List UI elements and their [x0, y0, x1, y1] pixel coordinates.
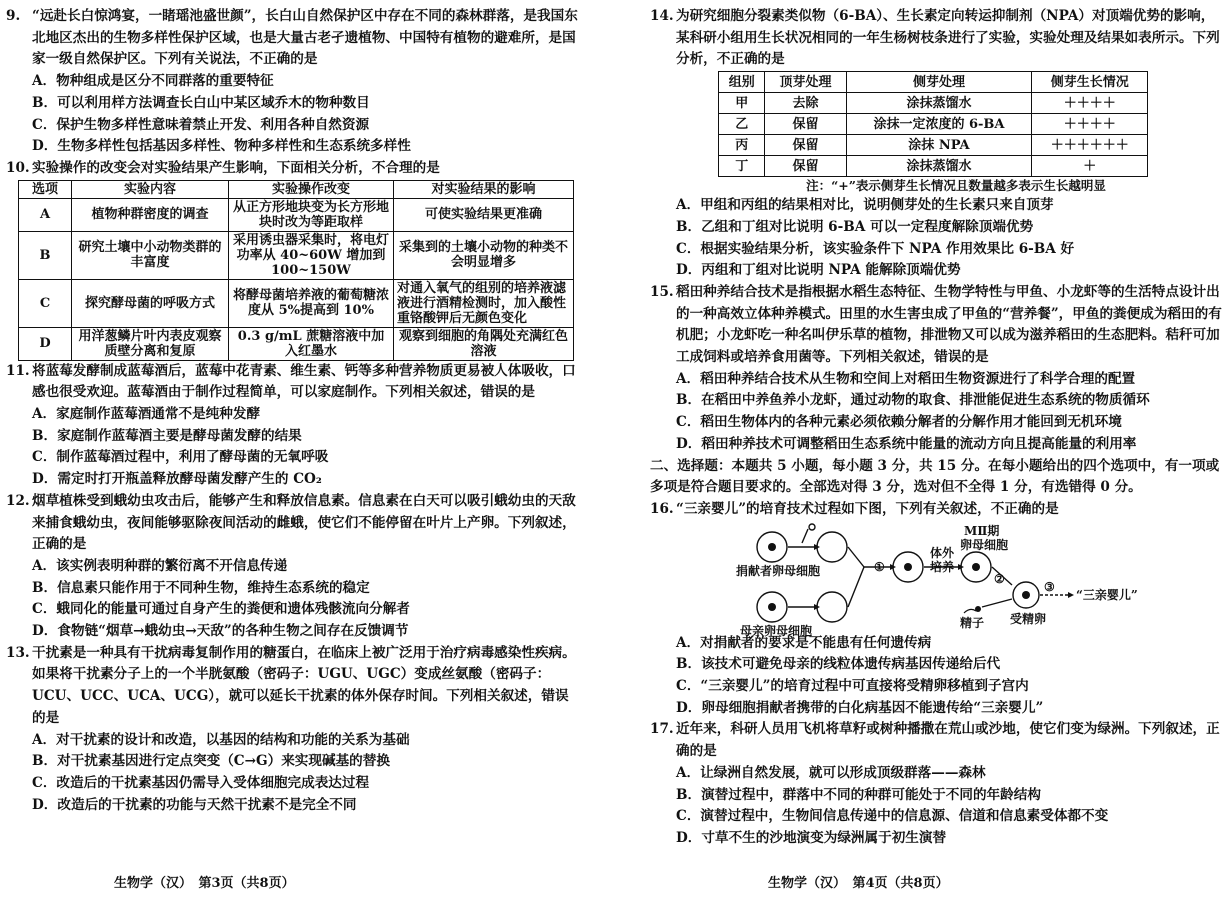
mother-cytoplasm-cell [817, 592, 847, 622]
table-cell: 采集到的土壤小动物的种类不会明显增多 [394, 231, 574, 279]
option-a: A．该实例表明种群的繁衍离不开信息传递 [32, 557, 288, 574]
option-a: A．物种组成是区分不同群落的重要特征 [32, 73, 274, 90]
option-d: D．生物多样性包括基因多样性、物种多样性和生态系统多样性 [32, 138, 411, 155]
table-header: 侧芽生长情况 [1032, 72, 1148, 93]
option-c: C．根据实验结果分析，该实验条件下 NPA 作用效果比 6-BA 好 [676, 240, 1075, 257]
question-13 [6, 643, 582, 730]
question-stem: 实验操作的改变会对实验结果产生影响，下面相关分析，不合理的是 [32, 159, 440, 176]
question-number: 10. [6, 159, 30, 176]
table-cell: 可使实验结果更准确 [394, 198, 574, 231]
option-a: A．甲组和丙组的结果相对比，说明侧芽处的生长素只来自顶芽 [676, 197, 1054, 214]
option-d: D．稻田种养技术可调整稻田生态系统中能量的流动方向且提高能量的利用率 [676, 435, 1137, 452]
arrow-head [1068, 592, 1074, 598]
table-cell: 甲 [719, 93, 765, 114]
question-stem: 烟草植株受到蛾幼虫攻击后，能够产生和释放信息素。信息素在白天可以吸引蛾幼虫的天敌来捕食蛾幼虫，夜间能够驱除夜间活动的雌蛾，使它们不能停留在叶片上产卵。下列叙述，正确的是 [32, 492, 576, 553]
option-b: B．乙组和丁组对比说明 6-BA 可以一定程度解除顶端优势 [676, 218, 1034, 235]
table-cell: B [19, 231, 72, 279]
option-c: C．改造后的干扰素基因仍需导入受体细胞完成表达过程 [32, 774, 370, 791]
experiment-table [18, 180, 574, 361]
table-cell: 保留 [765, 114, 846, 135]
table-header: 选项 [19, 180, 72, 198]
table-row [19, 198, 574, 231]
zygote-label: 受精卵 [1010, 611, 1047, 626]
table-header-row [19, 180, 574, 198]
option-b: B．该技术可避免母亲的线粒体遗传病基因传递给后代 [676, 656, 1001, 673]
page-footer-left: 生物学（汉） 第3页（共8页） [114, 876, 295, 891]
question-14 [650, 6, 1222, 71]
table-cell: A [19, 198, 72, 231]
right-column [650, 6, 1222, 850]
mother-label: 母亲卵母细胞 [740, 623, 813, 638]
question-number: 13. [6, 644, 30, 661]
question-stem: “远赴长白惊鸿宴，一睹瑶池盛世颜”，长白山自然保护区中存在不同的森林群落，是我国东北地区杰出的生物多样性保护区域，也是大量古老孑遗植物、中国特有植物的避难所，是国家一级自然保护区。下列有关说法，不正确的是 [32, 8, 578, 68]
table-cell: 从正方形地块变为长方形地块时改为等距取样 [229, 198, 394, 231]
table-cell: 观察到细胞的角隅处充满红色溶液 [394, 327, 574, 360]
mii-label-2: 卵母细胞 [960, 537, 1009, 552]
option-a: A．对捐献者的要求是不能患有任何遗传病 [676, 634, 932, 651]
table-cell: 用洋葱鳞片叶内表皮观察质壁分离和复原 [72, 327, 229, 360]
question-10 [6, 158, 582, 180]
table-cell: 丙 [719, 135, 765, 156]
option-d: D．改造后的干扰素的功能与天然干扰素不是完全不同 [32, 796, 357, 813]
question-number: 17. [650, 721, 674, 738]
option-b: B．在稻田中养鱼养小龙虾，通过动物的取食、排泄能促进生态系统的物质循环 [676, 392, 1150, 409]
sperm-label: 精子 [960, 615, 985, 630]
option-d: D．卵母细胞捐献者携带的白化病基因不能遗传给“三亲婴儿” [676, 699, 1044, 716]
zygote-nucleus [1022, 591, 1030, 599]
removed-nucleus [809, 524, 815, 530]
table-note: 注：“+”表示侧芽生长情况且数量越多表示生长越明显 [806, 178, 1106, 194]
question-12 [6, 491, 582, 556]
table-row [719, 114, 1148, 135]
baby-label: “三亲婴儿” [1076, 587, 1138, 602]
table-cell: 去除 [765, 93, 846, 114]
culture-label: 体外 [930, 545, 955, 560]
page-footer-right: 生物学（汉） 第4页（共8页） [768, 876, 949, 891]
donor-nucleus [768, 543, 776, 551]
table-cell: 涂抹 NPA [846, 135, 1032, 156]
step-1-label: ① [874, 559, 885, 574]
arrow-line [848, 567, 864, 607]
question-stem: 为研究细胞分裂素类似物（6-BA）、生长素定向转运抑制剂（NPA）对顶端优势的影响，某科研小组用生长状况相同的一年生杨树枝条进行了实验，实验处理及结果如表所示。下列分析，不正确的是 [676, 8, 1220, 68]
table-cell: 植物种群密度的调查 [72, 198, 229, 231]
question-number: 15. [650, 283, 674, 300]
option-c: C．保护生物多样性意味着禁止开发、利用各种自然资源 [32, 116, 370, 133]
option-d: D．需定时打开瓶盖释放酵母菌发酵产生的 CO₂ [32, 471, 322, 488]
table-header: 组别 [719, 72, 765, 93]
option-c: C．“三亲婴儿”的培育过程中可直接将受精卵移植到子宫内 [676, 678, 1029, 695]
table-header: 实验内容 [72, 180, 229, 198]
question-stem: 稻田种养结合技术是指根据水稻生态特征、生物学特性与甲鱼、小龙虾等的生活特点设计出的一种高效立体种养模式。田里的水生害虫成了甲鱼的“营养餐”，甲鱼的粪便成为稻田的有机肥；小龙虾吃一种名叫伊乐草的植物，排泄物又可以成为滋养稻田的生态肥料。秸秆可加工成饲料或培养食用菌等。下列相关叙述，错误的是 [676, 283, 1222, 366]
table-cell: 涂抹蒸馏水 [846, 93, 1032, 114]
table-cell: ＋＋＋＋ [1032, 93, 1148, 114]
option-c: C．稻田生物体内的各种元素必须依赖分解者的分解作用才能回到无机环境 [676, 414, 1122, 431]
table-cell: 研究土壤中小动物类群的丰富度 [72, 231, 229, 279]
option-b: B．家庭制作蓝莓酒主要是酵母菌发酵的结果 [32, 427, 302, 444]
table-cell: ＋＋＋＋ [1032, 114, 1148, 135]
question-16 [650, 499, 1222, 521]
option-a: A．稻田种养结合技术从生物和空间上对稻田生物资源进行了科学合理的配置 [676, 370, 1136, 387]
option-d: D．食物链“烟草→蛾幼虫→天敌”的各种生物之间存在反馈调节 [32, 623, 409, 640]
table-cell: 探究酵母菌的呼吸方式 [72, 279, 229, 327]
arrow-line [802, 529, 808, 543]
table-cell: 将酵母菌培养液的葡萄糖浓度从 5%提高到 10% [229, 279, 394, 327]
sperm-tail [964, 609, 976, 613]
mii-label: MⅡ期 [964, 523, 1000, 538]
question-number: 11. [6, 362, 30, 379]
table-cell: 涂抹蒸馏水 [846, 156, 1032, 177]
table-cell: 乙 [719, 114, 765, 135]
table-header: 对实验结果的影响 [394, 180, 574, 198]
table-row [719, 156, 1148, 177]
table-header: 实验操作改变 [229, 180, 394, 198]
table-header: 顶芽处理 [765, 72, 846, 93]
left-column [6, 6, 582, 816]
option-c: C．蛾同化的能量可通过自身产生的粪便和遗体残骸流向分解者 [32, 601, 410, 618]
table-cell: ＋＋＋＋＋＋ [1032, 135, 1148, 156]
option-a: A．家庭制作蓝莓酒通常不是纯种发酵 [32, 406, 261, 423]
enucleated-donor-cell [817, 532, 847, 562]
option-d: D．寸草不生的沙地演变为绿洲属于初生演替 [676, 829, 947, 846]
question-number: 9. [6, 8, 21, 24]
diagram-graphic [732, 523, 1152, 638]
question-number: 12. [6, 492, 30, 509]
table-header: 侧芽处理 [846, 72, 1032, 93]
option-d: D．丙组和丁组对比说明 NPA 能解除顶端优势 [676, 262, 961, 279]
question-number: 14. [650, 8, 674, 24]
question-11 [6, 361, 582, 404]
table-row [19, 327, 574, 360]
arrow-line [982, 599, 1012, 607]
table-cell: 对通入氧气的组别的培养液滤液进行酒精检测时，加入酸性重铬酸钾后无颜色变化 [394, 279, 574, 327]
question-stem: 干扰素是一种具有干扰病毒复制作用的糖蛋白，在临床上被广泛用于治疗病毒感染性疾病。如果将干扰素分子上的一个半胱氨酸（密码子：UGU、UGC）变成丝氨酸（密码子：UCU、UCC、UCA、UCG），就可以延长干扰素的体外保存时间。下列相关叙述，错误的是 [32, 644, 576, 726]
section-heading: 二、选择题：本题共 5 小题，每小题 3 分，共 15 分。在每小题给出的四个选项中，有一项或多项是符合题目要求的。全部选对得 3 分，选对但不全得 1 分，有选错得 0 分。 [650, 457, 1220, 496]
table-row [19, 279, 574, 327]
table-cell: ＋ [1032, 156, 1148, 177]
option-b: B．演替过程中，群落中不同的种群可能处于不同的年龄结构 [676, 786, 1041, 803]
option-b: B．信息素只能作用于不同种生物，维持生态系统的稳定 [32, 579, 370, 596]
table-cell: 保留 [765, 135, 846, 156]
option-a: A．对干扰素的设计和改造，以基因的结构和功能的关系为基础 [32, 731, 410, 748]
option-a: A．让绿洲自然发展，就可以形成顶级群落——森林 [676, 764, 986, 781]
question-9 [6, 6, 582, 71]
question-number: 16. [650, 500, 674, 517]
table-cell: 0.3 g/mL 蔗糖溶液中加入红墨水 [229, 327, 394, 360]
option-b: B．可以利用样方法调查长白山中某区域乔木的物种数目 [32, 94, 370, 111]
question-stem: 近年来，科研人员用飞机将草籽或树种播撒在荒山或沙地，使它们变为绿洲。下列叙述，正确的是 [676, 721, 1220, 760]
reconstructed-nucleus [904, 563, 912, 571]
table-cell: C [19, 279, 72, 327]
option-b: B．对干扰素基因进行定点突变（C→G）来实现碱基的替换 [32, 753, 390, 770]
culture-label-2: 培养 [930, 559, 955, 574]
three-parent-baby-diagram [650, 523, 1222, 638]
question-stem: “三亲婴儿”的培育技术过程如下图，下列有关叙述，不正确的是 [676, 500, 1059, 517]
table-cell: 涂抹一定浓度的 6-BA [846, 114, 1032, 135]
arrow-line [848, 547, 864, 567]
option-c: C．演替过程中，生物间信息传递中的信息源、信道和信息素受体都不变 [676, 808, 1109, 825]
table-row [719, 93, 1148, 114]
question-15 [650, 282, 1222, 369]
question-stem: 将蓝莓发酵制成蓝莓酒后，蓝莓中花青素、维生素、钙等多种营养物质更易被人体吸收，口感也很受欢迎。蓝莓酒由于制作过程简单，可以家庭制作。下列相关叙述，错误的是 [32, 362, 576, 401]
donor-label: 捐献者卵母细胞 [736, 563, 821, 578]
question-17 [650, 719, 1222, 762]
table-cell: 保留 [765, 156, 846, 177]
mii-nucleus [972, 563, 980, 571]
step-2-label: ② [994, 571, 1005, 586]
step-3-label: ③ [1044, 579, 1055, 594]
experiment-table [718, 71, 1148, 177]
mother-nucleus [768, 603, 776, 611]
table-row [719, 135, 1148, 156]
table-header-row [719, 72, 1148, 93]
table-cell: D [19, 327, 72, 360]
option-c: C．制作蓝莓酒过程中，利用了酵母菌的无氧呼吸 [32, 449, 329, 466]
table-row [19, 231, 574, 279]
table-cell: 丁 [719, 156, 765, 177]
table-cell: 采用诱虫器采集时，将电灯功率从 40~60W 增加到 100~150W [229, 231, 394, 279]
